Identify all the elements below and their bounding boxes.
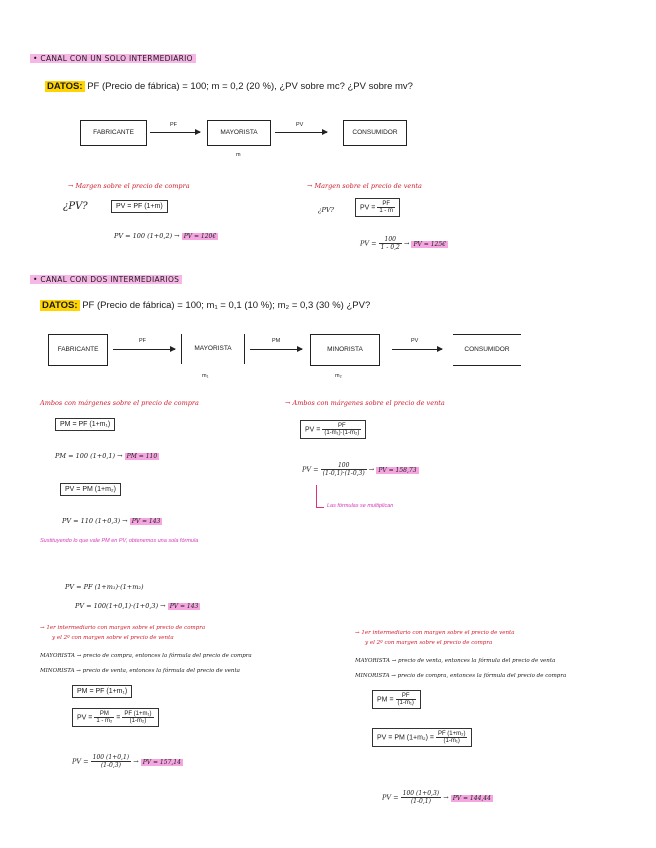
s2-left-note: Ambos con márgenes sobre el precio de compra: [40, 399, 199, 407]
br-title2: y el 2º con margen sobre el precio de compra: [365, 640, 493, 646]
datos-text: PF (Precio de fábrica) = 100; m = 0,2 (20 %), ¿PV sobre mc? ¿PV sobre mv?: [87, 81, 413, 92]
s2-right-f2-answer: PV = 158,73: [378, 466, 417, 474]
s2-right-f2-num: 100: [321, 462, 367, 470]
s2-right-bracket: [316, 485, 317, 507]
bl-f3: PV = $\frac{100 (1+0,1)}{(1-0,3)}$ → PV = 157,14: [72, 754, 181, 769]
flow2-minorista-margin: m₂: [335, 373, 342, 379]
bl-f1: PM = PF (1+m₁): [72, 685, 132, 698]
s2-left-f6-answer: PV = 143: [169, 603, 199, 610]
section1-datos: [45, 81, 413, 92]
br-f2: [372, 728, 472, 747]
flow2-mayorista-margin: m₁: [202, 373, 209, 379]
bl-f3-den: (1-0,3): [100, 762, 121, 769]
flow1-mayorista: MAYORISTA: [207, 120, 271, 146]
s1-right-note: → Margen sobre el precio de venta: [307, 182, 422, 190]
br-f3-answer: PV = 144,44: [452, 794, 491, 802]
br-f1: [372, 690, 421, 709]
flow1-mayorista-margin: m: [236, 152, 241, 158]
s2-right-f1: [300, 420, 366, 439]
br-title1: → 1er intermediario con margen sobre el precio de venta: [355, 630, 515, 636]
s2-right-f2-den: (1-0,1)·(1-0,3): [322, 470, 365, 477]
bl-f3-answer: PV = 157,14: [142, 758, 181, 766]
bl-f2-den1: 1 - m₂: [96, 718, 113, 724]
section2-title: • CANAL CON DOS INTERMEDIARIOS: [30, 275, 182, 284]
bl-f2-lhs: PV =: [77, 714, 93, 722]
br-line1: MAYORISTA → precio de venta, entonces la fórmula del precio de venta: [355, 658, 556, 664]
br-f3-num: 100 (1+0,3): [402, 790, 440, 797]
s1-right-formula-lhs: PV =: [360, 204, 376, 212]
s2-left-f4-text: PV = 110 (1+0,3) →: [62, 517, 128, 525]
br-line2: MINORISTA → precio de compra, entonces la fórmula del precio de compra: [355, 673, 567, 679]
flow1-consumidor: CONSUMIDOR: [343, 120, 407, 146]
br-f1-num: PF: [396, 693, 416, 700]
bl-title1: → 1er intermediario con margen sobre el precio de compra: [40, 625, 206, 631]
br-f3-lhs: PV =: [382, 793, 399, 802]
br-f2-den: (1-m₁): [443, 738, 460, 744]
flow2-arrow2-label: PM: [272, 338, 281, 344]
s1-right-den: 1 - m: [379, 208, 393, 214]
s1-right-num: PF: [377, 201, 395, 208]
br-f3: PV = $\frac{100 (1+0,3)}{(1-0,1)}$ → PV = 144,44: [382, 790, 491, 805]
s1-right-question: ¿PV?: [318, 206, 335, 214]
s1-left-answer: PV = 120€: [183, 233, 217, 240]
s1-left-question: ¿PV?: [63, 201, 88, 212]
s2-left-f6: [75, 602, 200, 610]
flow2-mayorista: MAYORISTA: [181, 334, 245, 364]
s2-left-f2: [55, 452, 159, 460]
flow1-arrow2-label: PV: [296, 122, 304, 128]
bl-line2: MINORISTA → precio de venta, entonces la fórmula del precio de venta: [40, 668, 240, 674]
s2-right-f1-lhs: PV =: [305, 426, 321, 434]
bl-title2: y el 2º con margen sobre el precio de venta: [52, 635, 174, 641]
br-f3-den: (1-0,1): [410, 798, 431, 805]
datos2-label: DATOS:: [42, 300, 78, 311]
flow1-arrow1-label: PF: [170, 122, 178, 128]
s2-right-note2: Las fórmulas se multiplican: [327, 503, 394, 509]
bl-f2-num1: PM: [94, 711, 114, 718]
s1-right-result: PV = $\frac{100}{1 - 0,2}$ → PV = 125€: [360, 236, 446, 251]
section1-title: • CANAL CON UN SOLO INTERMEDIARIO: [30, 54, 196, 63]
s2-left-f2-text: PM = 100 (1+0,1) →: [55, 452, 123, 460]
bl-f2-num2: PF (1+m₁): [124, 711, 152, 717]
flow2-arrow1: [113, 349, 175, 350]
datos2-text: PF (Precio de fábrica) = 100; m₁ = 0,1 (10 %); m₂ = 0,3 (30 %) ¿PV?: [82, 300, 371, 311]
br-f2-lhs: PV = PM (1+m₂) =: [377, 734, 434, 742]
s1-right-result-den: 1 - 0,2: [380, 244, 400, 251]
flow1-arrow2: [275, 132, 327, 133]
s1-left-result: [114, 232, 218, 240]
flow2-arrow1-label: PF: [139, 338, 147, 344]
s2-right-f1-num: PF: [322, 423, 361, 430]
s1-right-result-lhs: PV =: [360, 239, 377, 248]
section2-datos: [40, 300, 370, 311]
flow2-minorista: MINORISTA: [310, 334, 380, 366]
br-f2-num: PF (1+m₂): [437, 731, 466, 737]
bl-f2-mid: =: [116, 714, 121, 722]
flow2-consumidor: CONSUMIDOR: [453, 334, 521, 366]
br-f1-den: (1-m₁): [397, 700, 414, 706]
s2-left-f6-text: PV = 100(1+0,1)·(1+0,3) →: [75, 602, 166, 610]
datos-label: DATOS:: [47, 81, 83, 92]
bl-line1: MAYORISTA → precio de compra, entonces la fórmula del precio de compra: [40, 653, 252, 659]
s2-left-f4: [62, 517, 162, 525]
s2-left-f3: PV = PM (1+m₂): [60, 483, 121, 496]
s1-right-formula: [355, 198, 400, 217]
flow1-arrow1: [150, 132, 200, 133]
bl-f3-num: 100 (1+0,1): [92, 754, 130, 761]
s2-right-note: → Ambos con márgenes sobre el precio de venta: [285, 399, 445, 407]
s1-left-formula: PV = PF (1+m): [111, 200, 168, 213]
bl-f2-den2: (1-m₂): [129, 718, 147, 724]
bl-f2: [72, 708, 159, 727]
s1-left-result-text: PV = 100 (1+0,2) →: [114, 232, 180, 240]
s1-left-note: → Margen sobre el precio de compra: [68, 182, 190, 190]
s2-left-f2-answer: PM = 110: [126, 453, 158, 460]
s2-right-f2-lhs: PV =: [302, 465, 319, 474]
flow2-arrow3-label: PV: [411, 338, 419, 344]
bl-f3-lhs: PV =: [72, 757, 89, 766]
s2-left-f5: PV = PF (1+m₁)·(1+m₂): [65, 583, 144, 591]
s2-right-f1-den: (1-m₁)·(1-m₂): [324, 430, 360, 436]
flow1-fabricante: FABRICANTE: [80, 120, 147, 146]
flow2-fabricante: FABRICANTE: [48, 334, 108, 366]
s1-right-answer: PV = 125€: [413, 240, 446, 248]
flow2-arrow2: [250, 349, 302, 350]
s1-right-result-num: 100: [379, 236, 402, 244]
s2-right-f2: PV = $\frac{100}{(1-0,1)\cdot(1-0,3)}$ → PV = 158,73: [302, 462, 417, 477]
s2-left-f4-answer: PV = 143: [131, 518, 161, 525]
flow2-arrow3: [392, 349, 442, 350]
s2-right-bracket-foot: [316, 507, 324, 508]
s2-left-note2: Sustituyendo lo que vale PM en PV, obtenemos una sola fórmula: [40, 538, 199, 544]
br-f1-lhs: PM =: [377, 696, 394, 704]
s2-left-f1: PM = PF (1+m₁): [55, 418, 115, 431]
